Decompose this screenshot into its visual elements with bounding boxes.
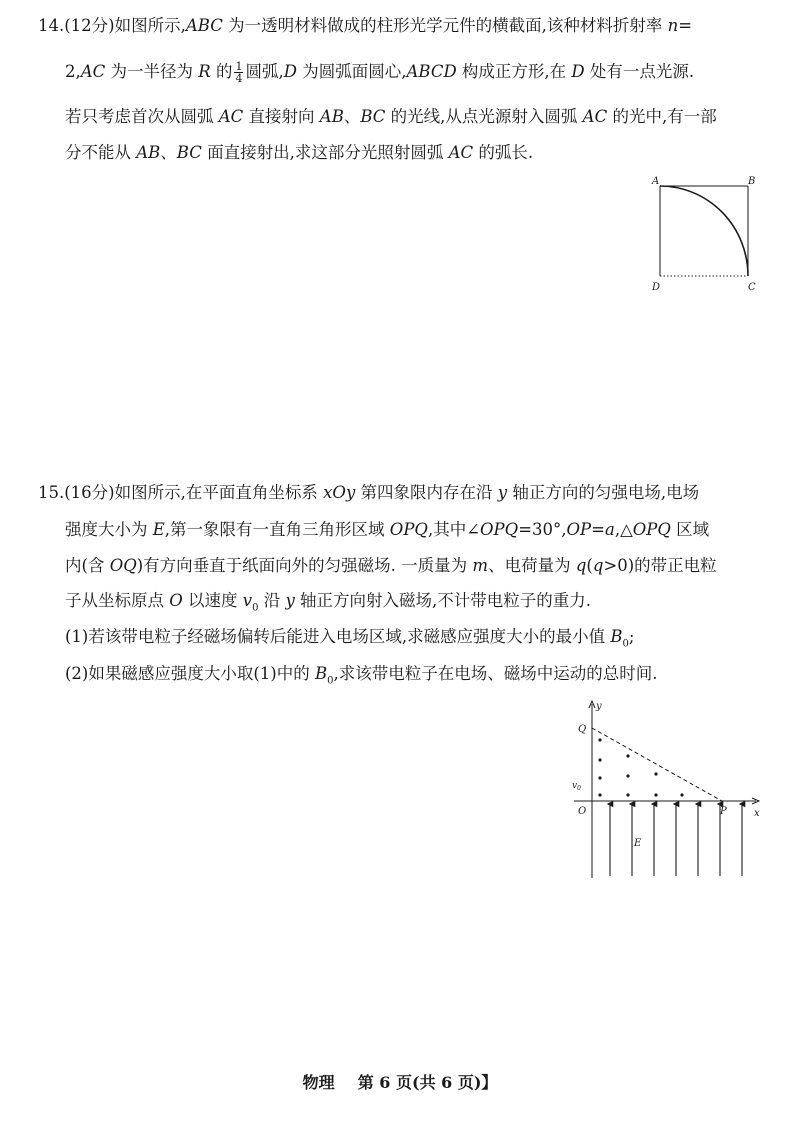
q15-subscript: 0 — [252, 602, 259, 614]
q15-text: q — [592, 556, 604, 575]
q14-line-1 — [38, 16, 800, 36]
q14-text: AC — [448, 143, 474, 162]
label-o: O — [578, 806, 587, 817]
q15-text: m — [472, 556, 489, 575]
q15-line-1 — [38, 483, 800, 503]
field-dot — [626, 774, 629, 777]
page-footer — [0, 1070, 800, 1093]
q15-text: 、电荷量为 — [488, 556, 576, 575]
field-dot — [598, 738, 601, 741]
q15-text: E — [152, 520, 165, 539]
q15-text: 轴正方向的匀强电场,电场 — [507, 483, 700, 502]
label-v: v — [572, 781, 578, 791]
label-y: y — [596, 701, 602, 712]
q15-text: ,△ — [614, 520, 633, 539]
q14-text: AC — [80, 62, 106, 81]
q14-text: = — [678, 16, 693, 35]
q15-text: OPQ — [632, 520, 671, 539]
hypotenuse-qp — [592, 728, 722, 801]
q14-text: 为圆弧面圆心, — [296, 62, 407, 81]
q14-text: 直接射向 — [243, 107, 320, 126]
label-a: A — [652, 176, 660, 187]
q14-text: 、 — [160, 143, 177, 162]
q15-number: 15. — [38, 483, 65, 502]
q15-text: =30°, — [518, 520, 567, 539]
quarter-arc-ac — [660, 186, 748, 276]
q15-text: 区域 — [670, 520, 710, 539]
label-v-sub: 0 — [577, 785, 581, 792]
q14-text: AB — [319, 107, 344, 126]
q15-text: q — [575, 556, 587, 575]
field-dot — [598, 758, 601, 761]
q15-text: 以速度 — [182, 591, 243, 610]
q15-text: a — [604, 520, 615, 539]
field-dot — [598, 776, 601, 779]
label-e: E — [634, 838, 642, 849]
q15-text: = — [591, 520, 605, 539]
q14-text: ABCD — [406, 62, 457, 81]
q14-text: AC — [218, 107, 244, 126]
q14-text: 2, — [65, 62, 81, 81]
q14-text: 为一透明材料做成的柱形光学元件的横截面,该种材料折射率 — [222, 16, 668, 35]
q15-line-3 — [65, 556, 800, 576]
field-dot — [598, 793, 601, 796]
quarter-fraction — [234, 61, 243, 84]
label-v0 — [572, 781, 581, 792]
q15-text: 沿 — [258, 591, 286, 610]
q15-text: )有方向垂直于纸面向外的匀强磁场. 一质量为 — [136, 556, 473, 575]
label-b: B — [748, 176, 756, 187]
q14-text: 若只考虑首次从圆弧 — [65, 107, 219, 126]
q15-text: B — [315, 664, 328, 683]
label-d: D — [652, 282, 661, 293]
q15-text: 轴正方向射入磁场,不计带电粒子的重力. — [294, 591, 592, 610]
q15-text: 内(含 — [65, 556, 110, 575]
q15-text: ,其中∠ — [427, 520, 481, 539]
q14-points: (12分) — [64, 16, 115, 35]
q15-line-4 — [65, 591, 800, 618]
q15-text: 如图所示,在平面直角坐标系 — [114, 483, 324, 502]
q15-text: (2)如果磁感应强度大小取(1)中的 — [65, 664, 315, 683]
q14-text: 处有一点光源. — [584, 62, 695, 81]
q14-text: 圆弧, — [245, 62, 284, 81]
q15-figure — [560, 698, 770, 882]
q15-text: ,求该带电粒子在电场、磁场中运动的总时间. — [333, 664, 658, 683]
q15-text: 强度大小为 — [65, 520, 153, 539]
fraction-numerator: 1 — [235, 60, 243, 73]
q14-text: 的弧长. — [473, 143, 534, 162]
q15-text: y — [285, 591, 295, 610]
q14-figure — [650, 172, 770, 300]
q15-text: OPQ — [389, 520, 428, 539]
q14-line-2 — [65, 61, 800, 84]
q14-text: AC — [582, 107, 608, 126]
q14-text: 的光中,有一部 — [607, 107, 717, 126]
q15-text: v — [242, 591, 253, 610]
label-x: x — [754, 808, 760, 819]
q14-text: 分不能从 — [65, 143, 137, 162]
q15-text: 子从坐标原点 — [65, 591, 170, 610]
q15-part-1 — [65, 627, 800, 654]
q14-text: 的 — [210, 62, 233, 81]
fraction-denominator: 4 — [235, 72, 243, 85]
magnetic-field-dots — [598, 738, 683, 796]
q14-text: BC — [176, 143, 202, 162]
q14-text: D — [571, 62, 585, 81]
field-dot — [654, 772, 657, 775]
q14-line-3 — [65, 107, 800, 127]
label-p: P — [720, 806, 727, 817]
q14-text: AB — [136, 143, 161, 162]
q14-text: 构成正方形,在 — [456, 62, 572, 81]
label-q: Q — [578, 724, 587, 735]
q14-text: 如图所示, — [114, 16, 186, 35]
q15-text: (1)若该带电粒子经磁场偏转后能进入电场区域,求磁感应强度大小的最小值 — [65, 627, 611, 646]
q14-text: R — [198, 62, 211, 81]
q14-text: D — [283, 62, 297, 81]
footer-page-number: 第 6 页(共 6 页)】 — [357, 1073, 498, 1092]
q14-text: n — [667, 16, 679, 35]
field-dot — [680, 793, 683, 796]
q15-text: B — [610, 627, 623, 646]
q14-number: 14. — [38, 16, 65, 35]
q15-text: ,第一象限有一直角三角形区域 — [164, 520, 390, 539]
q14-text: 为一半径为 — [105, 62, 199, 81]
q14-text: ABC — [185, 16, 223, 35]
footer-subject: 物理 — [302, 1073, 335, 1092]
q15-text: OPQ — [480, 520, 519, 539]
q15-subscript: 0 — [327, 675, 334, 687]
label-c: C — [748, 282, 756, 293]
q15-text: ; — [628, 627, 635, 646]
field-dot — [654, 793, 657, 796]
q15-text: OP — [566, 520, 592, 539]
q15-line-2 — [65, 520, 800, 540]
q15-text: 第四象限内存在沿 — [355, 483, 498, 502]
q15-text: y — [497, 483, 508, 502]
q15-subscript: 0 — [622, 638, 629, 650]
q15-text: ( — [586, 556, 593, 575]
q14-text: 面直接射出,求这部分光照射圆弧 — [201, 143, 449, 162]
q14-text: 的光线,从点光源射入圆弧 — [385, 107, 583, 126]
q14-line-4 — [65, 143, 800, 163]
q14-text: 、 — [343, 107, 361, 126]
q15-text: xOy — [323, 483, 356, 502]
q14-text: BC — [360, 107, 386, 126]
q15-part-2 — [65, 664, 800, 691]
q15-text: >0)的带正电粒 — [603, 556, 717, 575]
q15-points: (16分) — [64, 483, 115, 502]
q15-text: O — [169, 591, 183, 610]
q15-text: OQ — [109, 556, 137, 575]
field-dot — [626, 754, 629, 757]
field-dot — [626, 793, 629, 796]
